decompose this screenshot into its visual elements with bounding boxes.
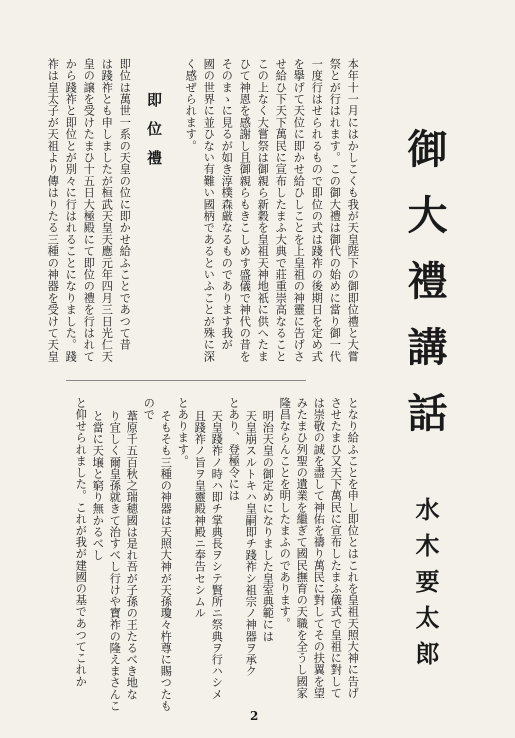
author-name: 水木要太郎: [411, 497, 440, 677]
text-line: 明治天皇の御定めになりました皇室典範には: [261, 410, 275, 642]
text-line: とあり、登極令には: [227, 397, 241, 502]
text-line: 本年十一月にはかしこくも我が天皇陛下の御即位禮と大嘗: [346, 58, 360, 363]
text-line: 祭とが行はれます。この御大禮は御代の始めに當り御一代: [328, 58, 342, 363]
text-line: ひて神恩を感謝し且御親らもきこしめす盛儀で神代の昔を: [238, 58, 252, 363]
text-line: は崇敬の誠を盡して神佑を禱り萬民に對してその扶翼を望: [312, 397, 326, 699]
text-line: 祚は皇太子が天祖より傳はりたる三種の神器を受けて天皇: [46, 58, 60, 363]
page-title: 御大禮講話: [401, 128, 448, 458]
text-line: く感ぜられます。: [184, 58, 198, 152]
text-line: となり給ふことを申し即位とはこれを皇祖天照大神に告げ: [346, 397, 360, 699]
text-line: は踐祚とも申しましたが桓武天皇天應元年四月三日光仁天: [100, 58, 114, 363]
text-line: 天皇踐祚ノ時ハ即チ掌典長ヲシテ賢所ニ祭典ヲ行ハシメ: [210, 410, 224, 700]
page-number: 2: [250, 709, 259, 723]
text-line: 一度行はせられるもので即位の式は踐祚の後期日を定め式: [310, 58, 324, 363]
section-heading: 即位禮: [145, 92, 163, 179]
text-line: 即位は萬世一系の天皇の位に即かせ給ふことであつて昔: [118, 58, 132, 351]
text-line: この上なく大嘗祭は御親ら新穀を皇祖天神地祇に供へたま: [256, 58, 270, 363]
text-line: せ給ひ下天下萬民に宣布したまふ大典で莊重崇高なること: [274, 58, 288, 363]
text-line: 國の世界に並ひない有難い國柄であるといふことが殊に深: [202, 58, 216, 363]
text-line: 皇の譲を受けたまひ十五日大極殿にて即位の禮を行はれて: [82, 58, 96, 363]
text-line: と當に天壌と窮り無かるべし: [91, 410, 105, 561]
text-line: を擧げて天位に即かせ給ひしことを上皇祖の神靈に告げさ: [292, 58, 306, 363]
section-divider: [66, 380, 306, 381]
text-line: から踐祚と即位とが別々に行はれることになりました。踐: [64, 58, 78, 363]
text-line: そのまゝに見るが如き淳樸森厳なるものであります我が: [220, 58, 234, 351]
text-line: 隆昌ならんことを明したまふのであります。: [278, 397, 292, 629]
text-line: り宜しく爾皇孫就きて治すべし行けや寶祚の隆えまさんこ: [108, 410, 122, 712]
text-line: みたまひ列聖の遺業を繼ぎて國民撫育の天職を全うし國家: [295, 397, 309, 699]
text-line: させたまひ又天下萬民に宣布したまふ儀式で皇祖に對して: [329, 397, 343, 699]
text-line: 且踐祚ノ旨ヲ皇靈殿神殿ニ奉告セシムル: [193, 410, 207, 619]
text-line: 葦原千五百秋之瑞穂國は是れ吾が子孫の王たるべき地な: [125, 410, 139, 700]
text-line: そもそも三種の神器は天照大神が天孫瓊々杵尊に賜つたも: [159, 410, 173, 712]
text-line: ので: [142, 397, 156, 421]
text-line: 天皇崩スルトキハ皇嗣即チ踐祚シ祖宗ノ神器ヲ承ク: [244, 410, 258, 677]
text-line: と仰せられました。これが我が建國の基であつてこれか: [74, 397, 88, 687]
text-line: とあります。: [176, 397, 190, 467]
